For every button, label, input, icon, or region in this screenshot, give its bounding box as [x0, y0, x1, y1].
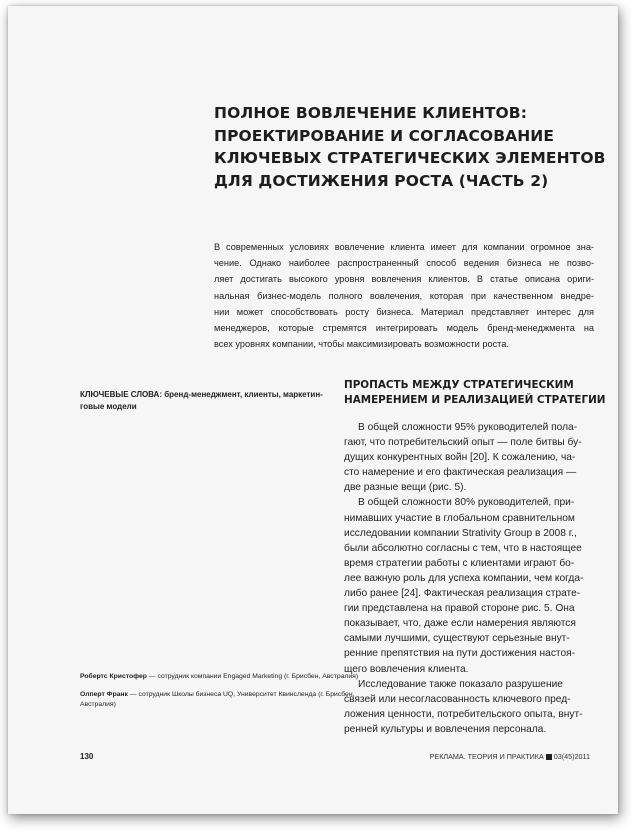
body-line: гии представлена на правой стороне рис. 5. Она [344, 603, 575, 615]
section-heading-line: ПРОПАСТЬ МЕЖДУ СТРАТЕГИЧЕСКИМ [344, 379, 574, 391]
body-line: Исследование также показало разрушение [358, 678, 563, 690]
body-line: лее важную роль для успеха компании, чем когда- [344, 572, 584, 584]
body-line: исследовании компании Strativity Group в 2008 г., [344, 527, 577, 539]
body-line: были абсолютно согласны с тем, что в настоящее [344, 542, 582, 554]
abstract-line: ляет достигать высокого уровня вовлечения клиентов. В статье описана ориги- [214, 274, 594, 285]
body-line: В общей сложности 80% руководителей, при- [358, 497, 575, 509]
page-number: 130 [80, 752, 94, 761]
abstract-line: В современных условиях вовлечение клиента имеет для компании огромное зна- [214, 242, 594, 252]
author-description-cont: Австралия) [80, 700, 116, 708]
body-line: щего вовлечения клиента. [344, 663, 469, 675]
body-line: самыми лучшими, существуют серьезные внут- [344, 633, 570, 645]
body-line: время стратегии работы с клиентами играют бо- [344, 557, 575, 569]
author-note [80, 690, 355, 709]
body-line: сто намерение и его фактическая реализация — [344, 467, 577, 479]
body-line: ренние препятствия на пути достижения настоя- [344, 648, 576, 660]
author-name: Олперт Франк [80, 691, 128, 698]
article-abstract [214, 239, 594, 352]
abstract-line: чение. Однако наиболее распространенный способ ведения бизнеса не позво- [214, 258, 594, 269]
section-heading [344, 378, 604, 408]
body-line: показывает, что, даже если намерения являются [344, 618, 576, 630]
keywords [80, 389, 330, 412]
journal-name: РЕКЛАМА. ТЕОРИЯ И ПРАКТИКА [429, 752, 544, 761]
article-title-line: ПОЛНОЕ ВОВЛЕЧЕНИЕ КЛИЕНТОВ: [214, 104, 528, 122]
journal-issue: 03(45)2011 [553, 752, 590, 761]
article-title-line: ПРОЕКТИРОВАНИЕ И СОГЛАСОВАНИЕ [214, 126, 555, 145]
body-text [344, 420, 584, 737]
author-description: — сотрудник Школы бизнеса UQ, Университет Квинсленда (г. Брисбен, [127, 691, 355, 698]
author-description: — сотрудник компании Engaged Marketing (г. Брисбен, Австралия) [146, 673, 359, 680]
abstract-line: нальная бизнес-модель полного вовлечения, которая при качественном внедре- [214, 290, 594, 301]
keywords-line: говые модели [80, 401, 137, 411]
keywords-line: КЛЮЧЕВЫЕ СЛОВА: бренд-менеджмент, клиенты, маркетин- [80, 390, 323, 399]
square-separator-icon [546, 754, 552, 760]
author-name: Робертс Кристофер [80, 673, 147, 680]
body-line: нимавших участие в глобальном сравнительном [344, 512, 575, 524]
abstract-line: всех уровнях компании, чтобы максимизировать возможности роста. [214, 339, 509, 350]
body-line: ложения ценности, потребительского опыта, внут- [344, 708, 583, 720]
body-line: дущих конкурентных войн [20]. К сожалению, ча- [344, 452, 576, 464]
author-note [80, 672, 359, 682]
body-line: гают, что потребительский опыт — поле битвы бу- [344, 437, 582, 449]
article-title-line: ДЛЯ ДОСТИЖЕНИЯ РОСТА (ЧАСТЬ 2) [214, 171, 549, 190]
abstract-line: менеджеров, которые стремятся интегрировать модель бренд-менеджмента на [214, 323, 594, 334]
journal-page [8, 6, 618, 814]
body-line: две разные вещи (рис. 5). [344, 482, 467, 494]
body-line: ренней культуры и вовлечения персонала. [344, 723, 547, 735]
body-line: В общей сложности 95% руководителей пола- [358, 422, 578, 433]
journal-footer [430, 752, 590, 761]
body-line: либо ранее [24]. Фактическая реализация страте- [344, 588, 581, 600]
body-line: связей или несогласованность ключевого пред- [344, 693, 571, 705]
article-title-line: КЛЮЧЕВЫХ СТРАТЕГИЧЕСКИХ ЭЛЕМЕНТОВ [214, 149, 606, 167]
article-title [214, 102, 604, 192]
abstract-line: нии может способствовать росту бизнеса. Материал представляет интерес для [214, 306, 594, 317]
section-heading-line: НАМЕРЕНИЕМ И РЕАЛИЗАЦИЕЙ СТРАТЕГИИ [344, 394, 606, 406]
